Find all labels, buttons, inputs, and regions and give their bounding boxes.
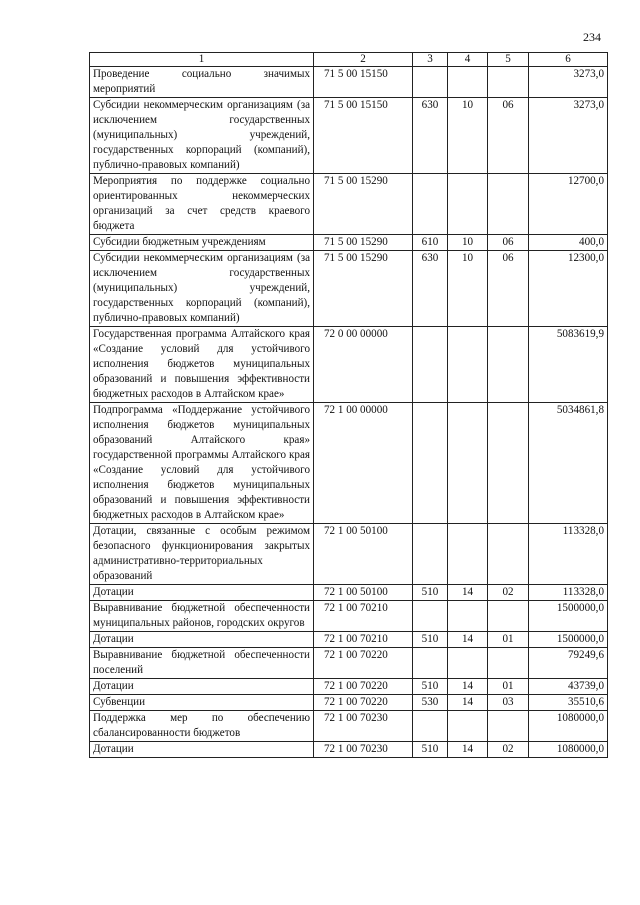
amount-cell: 1080000,0 bbox=[529, 711, 608, 742]
item-name-cell: Дотации bbox=[90, 679, 314, 695]
table-row bbox=[90, 327, 608, 403]
section-cell bbox=[448, 524, 488, 585]
table-row bbox=[90, 679, 608, 695]
item-name-cell: Дотации bbox=[90, 585, 314, 601]
subsection-cell bbox=[488, 327, 529, 403]
column-header: 3 bbox=[413, 53, 448, 67]
item-name-cell: Субсидии бюджетным учреждениям bbox=[90, 235, 314, 251]
section-cell bbox=[448, 711, 488, 742]
expense-type-cell bbox=[413, 601, 448, 632]
column-header: 5 bbox=[488, 53, 529, 67]
subsection-cell: 01 bbox=[488, 679, 529, 695]
section-cell bbox=[448, 174, 488, 235]
subsection-cell: 03 bbox=[488, 695, 529, 711]
subsection-cell bbox=[488, 174, 529, 235]
item-name-cell: Выравнивание бюджетной обеспеченности поселений bbox=[90, 648, 314, 679]
section-cell bbox=[448, 648, 488, 679]
table-row bbox=[90, 174, 608, 235]
subsection-cell: 02 bbox=[488, 585, 529, 601]
expense-type-cell: 630 bbox=[413, 98, 448, 174]
item-name-cell: Дотации bbox=[90, 632, 314, 648]
target-code-cell: 71 5 00 15150 bbox=[314, 67, 413, 98]
target-code-cell: 72 1 00 50100 bbox=[314, 524, 413, 585]
target-code-cell: 72 1 00 70230 bbox=[314, 742, 413, 758]
subsection-cell: 06 bbox=[488, 235, 529, 251]
expense-type-cell bbox=[413, 327, 448, 403]
table-row bbox=[90, 251, 608, 327]
table-row bbox=[90, 524, 608, 585]
amount-cell: 1080000,0 bbox=[529, 742, 608, 758]
section-cell: 14 bbox=[448, 632, 488, 648]
item-name-cell: Выравнивание бюджетной обеспеченности муниципальных районов, городских округов bbox=[90, 601, 314, 632]
expense-type-cell bbox=[413, 648, 448, 679]
section-cell bbox=[448, 601, 488, 632]
column-header: 4 bbox=[448, 53, 488, 67]
table-row bbox=[90, 585, 608, 601]
column-header: 2 bbox=[314, 53, 413, 67]
target-code-cell: 71 5 00 15290 bbox=[314, 174, 413, 235]
table-body bbox=[90, 67, 608, 758]
subsection-cell bbox=[488, 67, 529, 98]
table-row bbox=[90, 403, 608, 524]
subsection-cell bbox=[488, 648, 529, 679]
page-number: 234 bbox=[583, 30, 601, 44]
section-cell bbox=[448, 327, 488, 403]
item-name-cell: Проведение социально значимых мероприятий bbox=[90, 67, 314, 98]
target-code-cell: 72 1 00 50100 bbox=[314, 585, 413, 601]
column-header: 1 bbox=[90, 53, 314, 67]
amount-cell: 12300,0 bbox=[529, 251, 608, 327]
table-row bbox=[90, 695, 608, 711]
amount-cell: 35510,6 bbox=[529, 695, 608, 711]
amount-cell: 5083619,9 bbox=[529, 327, 608, 403]
subsection-cell: 01 bbox=[488, 632, 529, 648]
target-code-cell: 72 0 00 00000 bbox=[314, 327, 413, 403]
target-code-cell: 71 5 00 15290 bbox=[314, 235, 413, 251]
amount-cell: 400,0 bbox=[529, 235, 608, 251]
expense-type-cell: 510 bbox=[413, 679, 448, 695]
expense-type-cell: 630 bbox=[413, 251, 448, 327]
subsection-cell bbox=[488, 524, 529, 585]
amount-cell: 1500000,0 bbox=[529, 601, 608, 632]
subsection-cell: 06 bbox=[488, 98, 529, 174]
subsection-cell bbox=[488, 711, 529, 742]
item-name-cell: Субсидии некоммерческим организациям (за исключением государственных (муниципальных) учреждений, государственных корпораций (компаний), публично-правовых компаний) bbox=[90, 251, 314, 327]
amount-cell: 43739,0 bbox=[529, 679, 608, 695]
amount-cell: 1500000,0 bbox=[529, 632, 608, 648]
section-cell: 14 bbox=[448, 695, 488, 711]
target-code-cell: 72 1 00 70230 bbox=[314, 711, 413, 742]
section-cell: 10 bbox=[448, 235, 488, 251]
expense-type-cell bbox=[413, 67, 448, 98]
item-name-cell: Дотации bbox=[90, 742, 314, 758]
item-name-cell: Поддержка мер по обеспечению сбалансированности бюджетов bbox=[90, 711, 314, 742]
header-row bbox=[90, 53, 608, 67]
section-cell: 10 bbox=[448, 251, 488, 327]
expense-type-cell bbox=[413, 711, 448, 742]
target-code-cell: 71 5 00 15150 bbox=[314, 98, 413, 174]
amount-cell: 79249,6 bbox=[529, 648, 608, 679]
expense-type-cell bbox=[413, 524, 448, 585]
section-cell: 14 bbox=[448, 742, 488, 758]
amount-cell: 113328,0 bbox=[529, 524, 608, 585]
subsection-cell bbox=[488, 403, 529, 524]
item-name-cell: Субсидии некоммерческим организациям (за исключением государственных (муниципальных) учреждений, государственных корпораций (компаний), публично-правовых компаний) bbox=[90, 98, 314, 174]
amount-cell: 5034861,8 bbox=[529, 403, 608, 524]
amount-cell: 113328,0 bbox=[529, 585, 608, 601]
amount-cell: 12700,0 bbox=[529, 174, 608, 235]
subsection-cell bbox=[488, 601, 529, 632]
section-cell: 14 bbox=[448, 679, 488, 695]
table-row bbox=[90, 632, 608, 648]
expense-type-cell bbox=[413, 174, 448, 235]
section-cell: 14 bbox=[448, 585, 488, 601]
amount-cell: 3273,0 bbox=[529, 67, 608, 98]
section-cell bbox=[448, 67, 488, 98]
subsection-cell: 06 bbox=[488, 251, 529, 327]
column-header: 6 bbox=[529, 53, 608, 67]
table-row bbox=[90, 98, 608, 174]
expense-type-cell: 510 bbox=[413, 632, 448, 648]
expense-type-cell: 530 bbox=[413, 695, 448, 711]
target-code-cell: 72 1 00 70210 bbox=[314, 632, 413, 648]
item-name-cell: Мероприятия по поддержке социально ориентированных некоммерческих организаций за счет средств краевого бюджета bbox=[90, 174, 314, 235]
expense-type-cell: 510 bbox=[413, 585, 448, 601]
table-row bbox=[90, 648, 608, 679]
target-code-cell: 71 5 00 15290 bbox=[314, 251, 413, 327]
table-row bbox=[90, 235, 608, 251]
section-cell: 10 bbox=[448, 98, 488, 174]
target-code-cell: 72 1 00 00000 bbox=[314, 403, 413, 524]
table-row bbox=[90, 711, 608, 742]
expense-type-cell: 510 bbox=[413, 742, 448, 758]
expense-type-cell bbox=[413, 403, 448, 524]
subsection-cell: 02 bbox=[488, 742, 529, 758]
expense-type-cell: 610 bbox=[413, 235, 448, 251]
amount-cell: 3273,0 bbox=[529, 98, 608, 174]
target-code-cell: 72 1 00 70220 bbox=[314, 679, 413, 695]
target-code-cell: 72 1 00 70210 bbox=[314, 601, 413, 632]
item-name-cell: Государственная программа Алтайского края «Создание условий для устойчивого исполнения бюджетов муниципальных образований и повышения эффективности бюджетных расходов в Алтайском крае» bbox=[90, 327, 314, 403]
target-code-cell: 72 1 00 70220 bbox=[314, 695, 413, 711]
table-row bbox=[90, 67, 608, 98]
table-row bbox=[90, 742, 608, 758]
item-name-cell: Дотации, связанные с особым режимом безопасного функционирования закрытых административно-территориальных образований bbox=[90, 524, 314, 585]
item-name-cell: Подпрограмма «Поддержание устойчивого исполнения бюджетов муниципальных образований Алтайского края» государственной программы Алтайского края «Создание условий для устойчивого исполнения бюджетов муниципальных образований и повышения эффективности бюджетных расходов в Алтайском крае» bbox=[90, 403, 314, 524]
section-cell bbox=[448, 403, 488, 524]
table-row bbox=[90, 601, 608, 632]
target-code-cell: 72 1 00 70220 bbox=[314, 648, 413, 679]
budget-table bbox=[89, 52, 608, 758]
item-name-cell: Субвенции bbox=[90, 695, 314, 711]
